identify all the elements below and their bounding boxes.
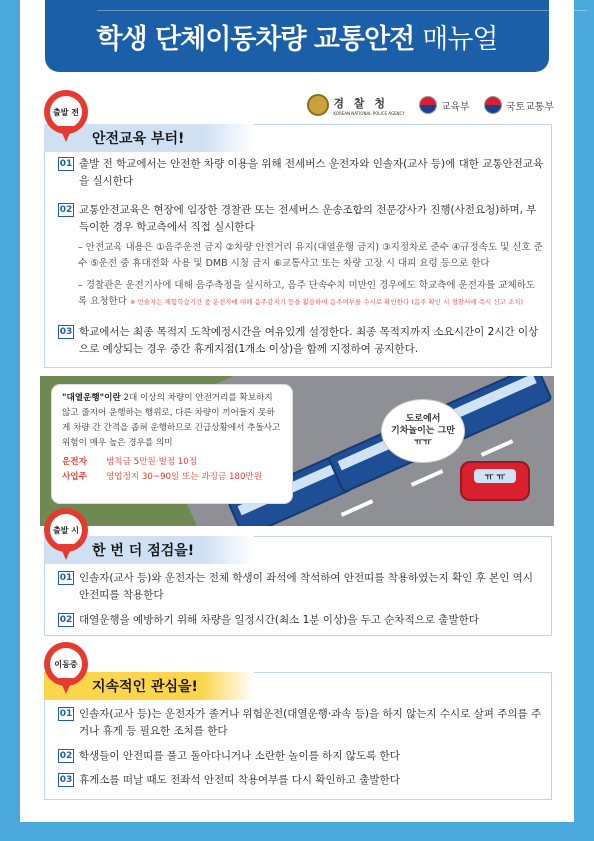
convoy-definition-box xyxy=(52,385,292,503)
taeguk-icon xyxy=(419,96,437,114)
item-number: 01 xyxy=(58,571,74,585)
police-label: 경 찰 청 xyxy=(333,96,388,110)
sub-item xyxy=(78,278,544,310)
speech-bubble xyxy=(382,400,464,462)
page-title: 학생 단체이동차량 교통안전 xyxy=(96,23,415,55)
before-pin xyxy=(44,90,88,140)
banner-rule xyxy=(97,10,587,11)
item-text: 학생들이 안전띠를 풀고 돌아다니거나 소란한 놀이를 하지 않도록 한다 xyxy=(79,750,400,762)
moving-pin-label: 이동중 xyxy=(50,648,82,680)
item-text: 대열운행을 예방하기 위해 차량을 일정시간(최소 1분 이상)을 두고 순차적으로 출발한다 xyxy=(79,614,479,626)
item-text: 학교에서는 최종 목적지 도착예정시간을 여유있게 설정한다. 최종 목적지까지 소요시간이 2시간 이상으로 예상되는 경우 중간 휴게지점(1개소 이상)을 함께 지정하여 공지한다. xyxy=(79,326,539,355)
taeguk-icon xyxy=(484,96,502,114)
item-text: 인솔자(교사 등)와 운전자는 전체 학생이 좌석에 착석하여 안전띠를 착용하였는지 확인 후 본인 역시 안전띠를 착용한다 xyxy=(79,572,533,601)
police-logo xyxy=(307,94,404,116)
moe-label: 교육부 xyxy=(440,101,470,113)
depart-pin xyxy=(44,508,88,558)
item-text: 휴게소를 떠날 때도 전좌석 안전띠 착용여부를 다시 확인하고 출발한다 xyxy=(79,774,400,786)
bubble-line-1: 도로에서 xyxy=(405,414,441,424)
driver-label: 운전자 xyxy=(62,457,87,467)
item-text: 출발 전 학교에서는 안전한 차량 이용을 위해 전세버스 운전자와 인솔자(교사 등)에 대한 교통안전교육을 실시한다 xyxy=(79,158,544,187)
list-item xyxy=(58,748,546,765)
car-face: ㅠ ㅠ xyxy=(474,469,516,483)
bubble-line-2: 기차놀이는 그만 xyxy=(391,426,455,436)
moving-section-title: 지속적인 관심을! xyxy=(92,679,198,695)
item-text: 인솔자(교사 등)는 운전자가 졸거나 위험운전(대열운행·과속 등)을 하지 않는지 수시로 살펴 주의를 주거나 휴게 등 필요한 조치를 한다 xyxy=(79,708,542,737)
item-number: 01 xyxy=(58,157,74,171)
red-car-icon xyxy=(460,461,530,501)
driver-penalty-row xyxy=(62,455,282,470)
list-item xyxy=(58,772,546,789)
police-emblem-icon xyxy=(307,94,329,116)
item-number: 02 xyxy=(58,613,74,627)
title-banner xyxy=(45,0,549,72)
list-item xyxy=(58,202,546,236)
sub-item: – 안전교육 내용은 ①음주운전 금지 ②차량 안전거리 유지(대열운행 금지) ③지정차로 준수 ④규정속도 및 신호 준수 ⑤운전 중 휴대전화 사용 및 DMB 시청 금지 ⑥교통사고 또는 차량 고장 시 대피 요령 등으로 한다 xyxy=(78,242,543,269)
before-section-title: 안전교육 부터! xyxy=(92,131,185,147)
definition-label: "대열운행"이란 xyxy=(62,393,121,403)
before-pin-label: 출발 전 xyxy=(50,96,82,128)
item-number: 03 xyxy=(58,325,74,339)
moe-logo xyxy=(419,96,470,114)
list-item xyxy=(58,612,546,629)
police-label-en: KOREAN NATIONAL POLICE AGENCY xyxy=(333,110,405,116)
definition-text: 2대 이상의 차량이 안전거리를 확보하지 않고 줄지어 운행하는 행위로, 다른 차량이 끼어들지 못하게 차량 간 간격을 좁혀 운행하므로 긴급상황에서 추돌사고 위험이 매우 높은 경우를 의미 xyxy=(62,393,281,448)
item-number: 03 xyxy=(58,773,74,787)
page-title-suffix: 매뉴얼 xyxy=(422,23,498,55)
molit-logo xyxy=(484,96,554,114)
sub-item-text: – 경찰관은 운전기사에 대해 음주측정을 실시하고, 음주 단속수치 미만인 경우에도 학교측에 운전자를 교체하도록 요청한다 xyxy=(78,280,535,307)
item-number: 02 xyxy=(58,203,74,217)
item-number: 01 xyxy=(58,707,74,721)
list-item xyxy=(58,156,546,190)
item-text: 교통안전교육은 현장에 임장한 경찰관 또는 전세버스 운송조합의 전문강사가 진행(사전요청)하며, 부득이한 경우 학교측에서 직접 실시한다 xyxy=(79,204,537,233)
list-item xyxy=(58,570,546,604)
sub-item-note: ※ 인솔자는 체험학습기간 중 운전자에 대해 음주감지기 등을 활용하여 음주여부를 수시로 확인한다 (음주 확인 시 경찰서에 즉시 신고 조치) xyxy=(129,298,523,306)
molit-label: 국토교통부 xyxy=(505,101,554,113)
bubble-line-3: ㅠㅠ xyxy=(414,438,432,448)
agency-logos xyxy=(307,94,554,116)
list-item xyxy=(58,324,546,358)
company-label: 사업주 xyxy=(62,472,87,482)
driver-penalty: 범칙금 5만원·벌점 10점 xyxy=(106,457,198,467)
company-penalty: 영업정지 30~90일 또는 과징금 180만원 xyxy=(106,472,263,482)
company-penalty-row xyxy=(62,470,282,485)
item-number: 02 xyxy=(58,749,74,763)
depart-section-title: 한 번 더 점검을! xyxy=(92,543,195,559)
depart-pin-label: 출발 시 xyxy=(50,514,82,546)
list-item xyxy=(58,706,546,740)
moving-pin xyxy=(44,642,88,692)
